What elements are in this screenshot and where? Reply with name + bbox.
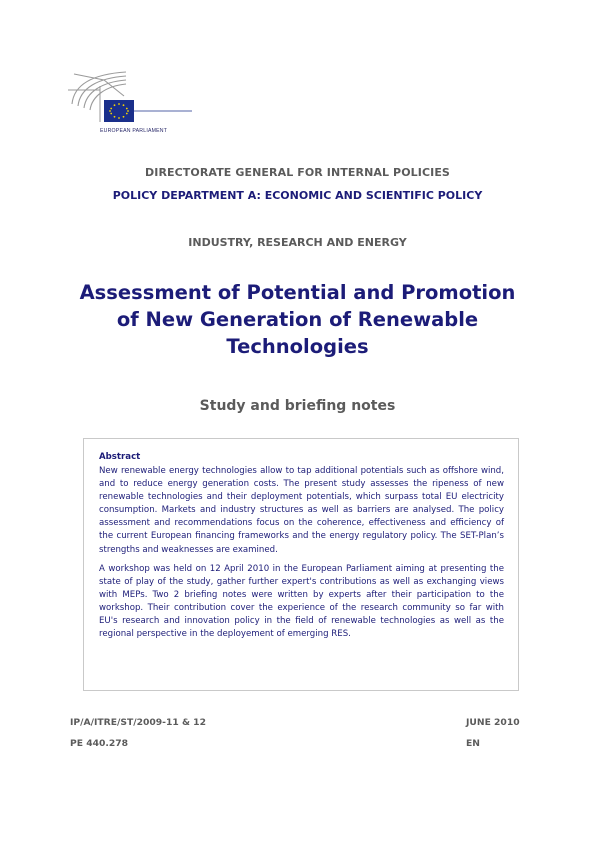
title-line-3: Technologies	[226, 335, 369, 358]
abstract-paragraph: New renewable energy technologies allow to tap additional potentials such as offshore wind, and to reduce energy generation costs. The present study assesses the ripeness of new renewable technologies and their deployment potentials, which surpass total EU electricity consumption. Markets and industry structures as well as barriers are analysed. The policy assessment and recommendations focus on the coherence, effectiveness and efficiency of the current European financing frameworks and the energy regulatory policy. The SET-Plan’s strengths and weaknesses are examined.	[99, 466, 504, 555]
pe-number: PE 440.278	[70, 738, 129, 749]
abstract-heading: Abstract	[99, 452, 141, 462]
reference-number: IP/A/ITRE/ST/2009-11 & 12	[70, 717, 206, 728]
committee-heading: INDUSTRY, RESEARCH AND ENERGY	[188, 236, 407, 249]
title-line-1: Assessment of Potential and Promotion	[79, 281, 516, 304]
directorate-heading: DIRECTORATE GENERAL FOR INTERNAL POLICIES	[145, 166, 450, 179]
european-parliament-logo-icon	[64, 66, 194, 130]
date-block	[466, 712, 520, 754]
department-heading: POLICY DEPARTMENT A: ECONOMIC AND SCIENTIFIC POLICY	[112, 189, 483, 202]
european-parliament-logo	[64, 66, 194, 138]
reference-block	[70, 712, 206, 754]
document-subtitle: Study and briefing notes	[199, 398, 396, 414]
title-line-2: of New Generation of Renewable	[116, 308, 479, 331]
publication-date: JUNE 2010	[466, 717, 520, 728]
document-title	[60, 279, 535, 360]
abstract-box	[83, 438, 519, 691]
language-code: EN	[466, 738, 480, 749]
abstract-paragraph: A workshop was held on 12 April 2010 in the European Parliament aiming at presenting the state of play of the study, gather further expert's contributions as well as exchanging views with MEPs. Two 2 briefing notes were written by experts after their participation to the workshop. Their contribution cover the experience of the research community so far with EU's research and innovation policy in the field of renewable technologies as well as the regional perspective in the deployement of emerging RES.	[99, 563, 504, 640]
logo-text: EUROPEAN PARLIAMENT	[100, 128, 168, 134]
